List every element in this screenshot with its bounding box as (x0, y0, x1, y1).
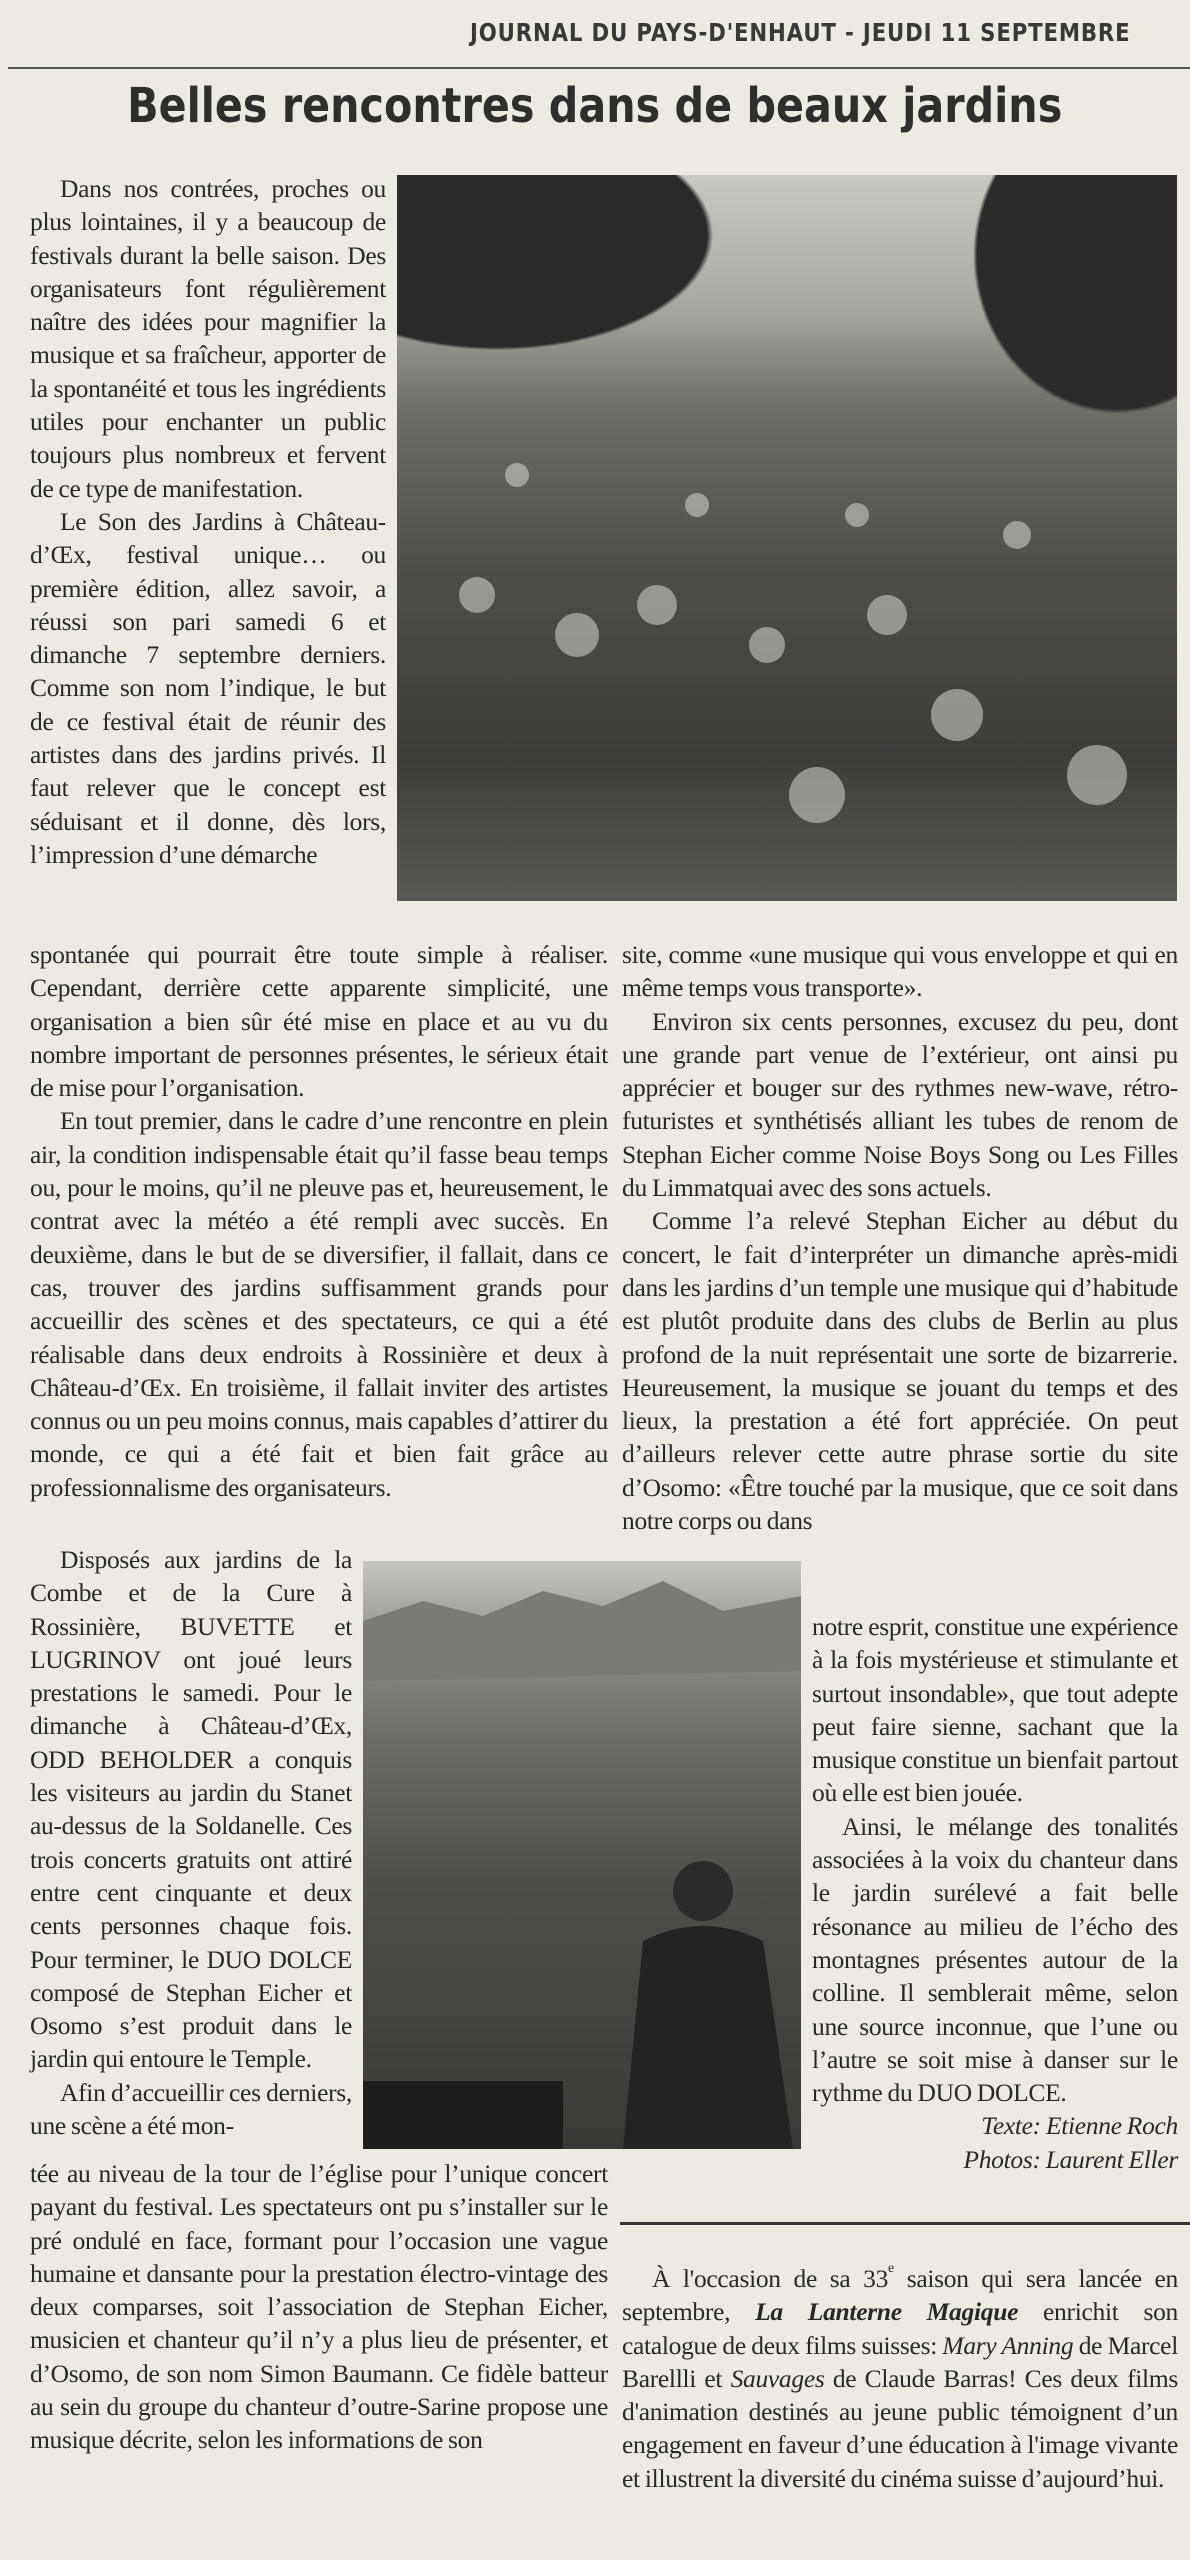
article-column-a (30, 172, 386, 871)
headline: Belles rencontres dans de beaux jardins (127, 78, 1063, 134)
article-column-b (30, 938, 608, 1504)
film-title: Sauvages (730, 2363, 825, 2393)
header-rule (8, 67, 1190, 69)
article-column-f (30, 2157, 608, 2457)
paragraph: Dans nos contrées, proches ou plus lointaines, il y a beaucoup de festivals durant la belle saison. Des organisateurs font régulièrement naître des idées pour magnifier la musique et sa fraîcheur, apporter de la spontanéité et tous les ingrédients utiles pour enchanter un public toujours plus nombreux et fervent de ce type de manifestation. (30, 174, 386, 503)
article-column-d (812, 1610, 1178, 2176)
paragraph: Ainsi, le mélange des tonalités associées à la voix du chanteur dans le jardin surélevé a fait belle résonance au milieu de l’écho des montagnes présentes autour de la colline. Il semblerait même, selon une source inconnue, que l’une ou l’autre se soit mise à danser sur le rythme du DUO DOLCE. (812, 1811, 1178, 2108)
film-title: Mary Anning (942, 2330, 1074, 2360)
paragraph: En tout premier, dans le cadre d’une rencontre en plein air, la condition indispensable était qu’il fasse beau temps ou, pour le moins, qu’il ne pleuve pas et, heureusement, le contrat avec la météo a été rempli avec succès. En deuxième, dans le but de se diversifier, il fallait, dans ce cas, trouver des jardins suffisamment grands pour accueillir des scènes et des spectateurs, ce qui a été réalisable dans deux endroits à Rossinière et deux à Château-d’Œx. En troisième, il fallait inviter des artistes connus ou un peu moins connus, mais capables d’attirer du monde, ce qui a été fait et bien fait grâce au professionnalisme des organisateurs. (30, 1106, 608, 1502)
crowd-texture (397, 175, 1177, 901)
paragraph: site, comme «une musique qui vous enveloppe et qui en même temps vous transporte». (622, 940, 1178, 1003)
newspaper-masthead: JOURNAL DU PAYS-D'ENHAUT - JEUDI 11 SEPTEMBRE (470, 18, 1131, 47)
lanterne-magique-brief (622, 2262, 1178, 2495)
paragraph: notre esprit, constitue une expérience à la fois mystérieuse et stimulante et surtout insondable», que tout adepte peut faire sienne, sachant que la musique constitue un bienfait partout où elle est bien jouée. (812, 1612, 1178, 1808)
paragraph: Afin d’accueillir ces derniers, une scène a été mon- (30, 2077, 352, 2141)
article-column-e (30, 1543, 352, 2142)
text-credit: Texte: Etienne Roch (981, 2111, 1178, 2141)
musician-silhouette (363, 1561, 801, 2149)
section-rule (620, 2222, 1190, 2225)
paragraph: Comme l’a relevé Stephan Eicher au début du concert, le fait d’interpréter un dimanche après-midi dans les jardins d’un temple une musique qui d’habitude est plutôt produite dans des clubs de Berlin au plus profond de la nuit représentait une sorte de bizarrerie. Heureusement, la musique se jouant du temps et des lieux, la prestation a été fort appréciée. On peut d’ailleurs relever cette autre phrase sortie du site d’Osomo: «Être touché par la musique, que ce soit dans notre corps ou dans (622, 1206, 1178, 1536)
photo-credit: Photos: Laurent Eller (963, 2144, 1178, 2174)
paragraph: Le Son des Jardins à Château-d’Œx, festival unique… ou première édition, allez savoir, a réussi son pari samedi 6 et dimanche 7 septembre derniers. Comme son nom l’indique, le but de ce festival était de réunir des artistes dans des jardins privés. Il faut relever que le concept est séduisant et il donne, dès lors, l’impression d’une démarche (30, 506, 386, 869)
paragraph: Environ six cents personnes, excusez du peu, dont une grande part venue de l’extérieur, ont ainsi pu apprécier et bouger sur des rythmes new-wave, rétro-futuristes et synthétisés alliant les tubes de renom de Stephan Eicher comme Noise Boys Song ou Les Filles du Limmatquai avec des sons actuels. (622, 1006, 1178, 1203)
paragraph: tée au niveau de la tour de l’église pour l’unique concert payant du festival. Les spectateurs ont pu s’installer sur le pré ondulé en face, formant pour l’occasion une vague humaine et dansante pour la prestation électro-vintage des deux comparses, soit l’association de Stephan Eicher, musicien et chanteur qu’il n’y a plus lieu de présenter, et d’Osomo, de son nom Simon Baumann. Ce fidèle batteur au sein du groupe du chanteur d’outre-Sarine propose une musique décrite, selon les informations de son (30, 2159, 608, 2455)
crowd-photo (397, 175, 1177, 901)
article-column-c (622, 938, 1178, 1537)
musician-photo (363, 1561, 801, 2149)
paragraph: Disposés aux jardins de la Combe et de la Cure à Rossinière, BUVETTE et LUGRINOV ont joué leurs prestations le samedi. Pour le dimanche à Château-d’Œx, ODD BEHOLDER a conquis les visiteurs au jardin du Stanet au-dessus de la Soldanelle. Ces trois concerts gratuits ont attiré entre cent cinquante et deux cents personnes chaque fois. Pour terminer, le DUO DOLCE composé de Stephan Eicher et Osomo s’est produit dans le jardin qui entoure le Temple. (30, 1545, 352, 2074)
organization-name: La Lanterne Magique (755, 2297, 1019, 2327)
brief-paragraph: À l'occasion de sa 33e saison qui sera lancée en septembre, La Lanterne Magique enrichit son catalogue de deux films suisses: Mary Anning de Marcel Barellli et Sauvages de Claude Barras! Ces deux films d'animation destinés au jeune public témoignent d’un engagement en faveur d’une éducation à l'image vivante et illustrent la diversité du cinéma suisse d’aujourd’hui. (622, 2261, 1178, 2493)
paragraph: spontanée qui pourrait être toute simple à réaliser. Cependant, derrière cette apparente simplicité, une organisation a bien sûr été mise en place et au vu du nombre important de personnes présentes, le sérieux était de mise pour l’organisation. (30, 940, 608, 1103)
